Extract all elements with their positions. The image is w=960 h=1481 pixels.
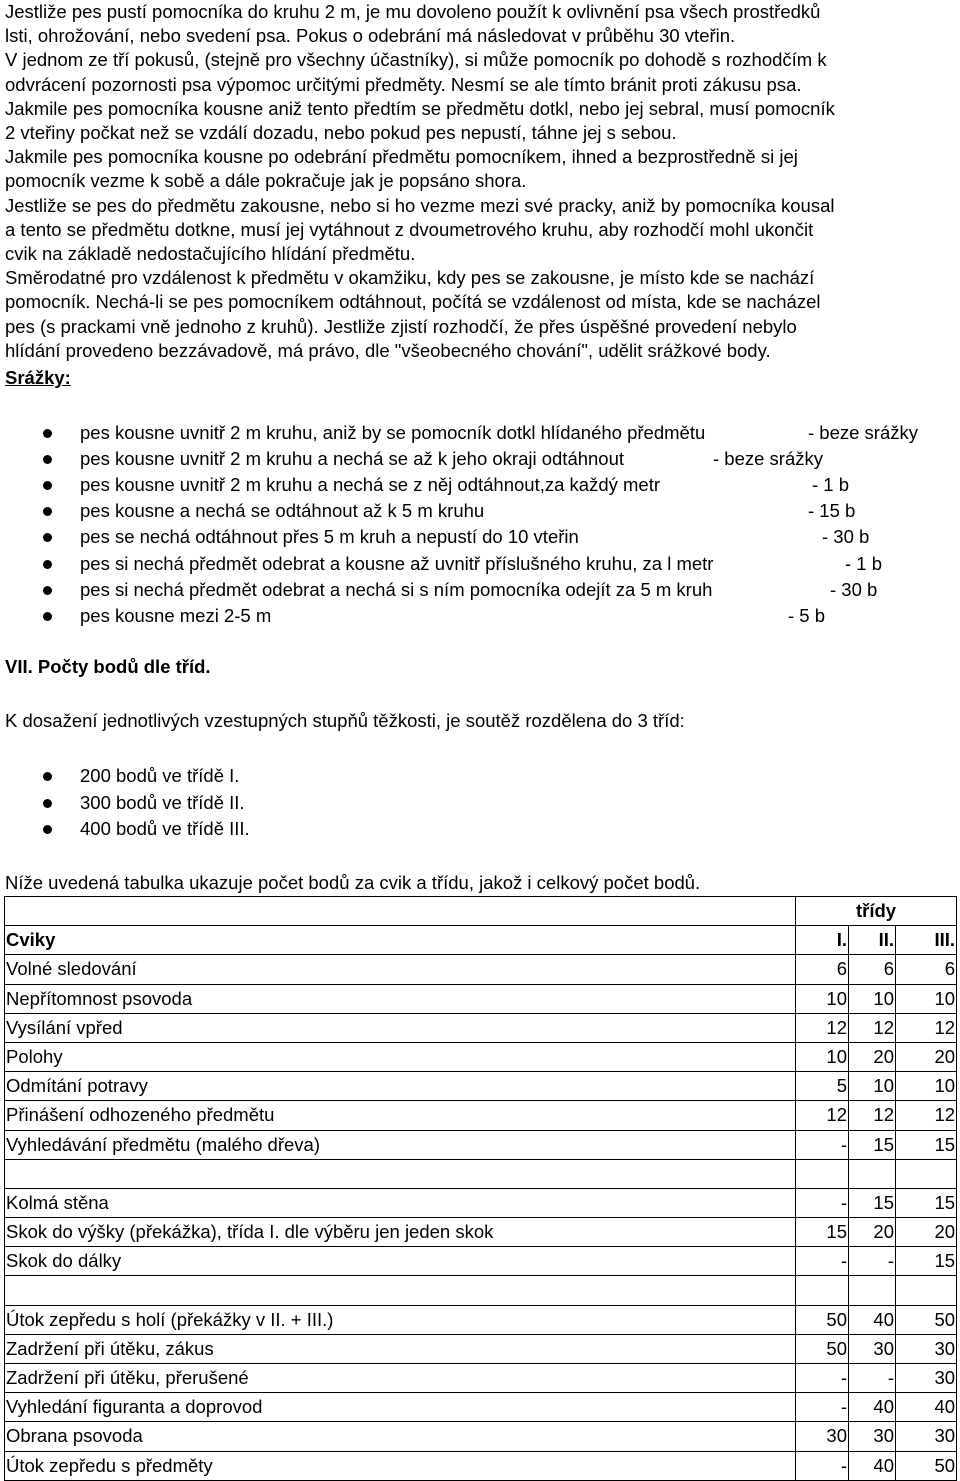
srazky-item-text: pes se nechá odtáhnout přes 5 m kruh a nepustí do 10 vteřin <box>80 526 579 548</box>
group-header-cell: třídy <box>796 897 957 926</box>
intro-line: hlídání provedeno bezzávadově, má právo, dle "všeobecného chování", udělit srážkové body. <box>5 339 771 361</box>
table-row <box>5 1276 957 1305</box>
table-row <box>5 1188 957 1217</box>
exercise-name-cell: Odmítání potravy <box>5 1072 796 1101</box>
points-cell: 20 <box>896 1042 957 1071</box>
points-cell: 15 <box>849 1130 896 1159</box>
points-cell: 10 <box>849 1072 896 1101</box>
points-cell: 12 <box>849 1013 896 1042</box>
points-cell: - <box>796 1393 849 1422</box>
points-cell: 30 <box>896 1334 957 1363</box>
bullet-icon <box>43 455 52 464</box>
srazky-item-penalty: - beze srážky <box>808 422 919 443</box>
intro-line: pomocník vezme k sobě a dále pokračuje jak je popsáno shora. <box>5 170 527 192</box>
class-item: 300 bodů ve třídě II. <box>80 791 245 813</box>
table-group-header-row <box>5 897 957 926</box>
class-item: 200 bodů ve třídě I. <box>80 765 240 786</box>
exercise-name-cell: Vyhledávání předmětu (malého dřeva) <box>5 1130 796 1159</box>
srazky-item-text: pes kousne uvnitř 2 m kruhu, aniž by se pomocník dotkl hlídaného předmětu <box>80 422 706 443</box>
intro-line: Jakmile pes pomocníka kousne aniž tento předtím se předmětu dotkl, nebo jej sebral, musí pomocník <box>5 97 835 119</box>
table-row <box>5 1013 957 1042</box>
points-cell <box>849 1276 896 1305</box>
srazky-item-penalty: - 30 b <box>830 578 878 600</box>
points-cell: 30 <box>849 1334 896 1363</box>
srazky-item-penalty: - 30 b <box>822 526 870 548</box>
bullet-icon <box>43 533 52 542</box>
exercise-name-cell <box>5 1276 796 1305</box>
table-row <box>5 1305 957 1334</box>
exercise-name-cell: Útok zepředu s předměty <box>5 1451 796 1480</box>
exercise-name-cell: Volné sledování <box>5 955 796 984</box>
points-cell: - <box>796 1364 849 1393</box>
points-cell: 6 <box>896 955 957 984</box>
points-cell: 6 <box>796 955 849 984</box>
points-cell <box>896 1159 957 1188</box>
intro-line: lsti, ohrožování, nebo svedení psa. Pokus o odebrání má následovat v průběhu 30 vteřin. <box>5 25 736 47</box>
points-cell: 20 <box>849 1042 896 1071</box>
points-cell: - <box>796 1130 849 1159</box>
points-cell: 15 <box>849 1188 896 1217</box>
intro-line: odvrácení pozornosti psa výpomoc určitými předměty. Nesmí se ale tímto bránit proti zákusu psa. <box>5 73 802 95</box>
points-cell: 12 <box>849 1101 896 1130</box>
intro-line: Jestliže pes pustí pomocníka do kruhu 2 m, je mu dovoleno použít k ovlivnění psa všech prostředků <box>5 1 821 22</box>
exercise-name-cell: Útok zepředu s holí (překážky v II. + III.) <box>5 1305 796 1334</box>
section-heading: VII. Počty bodů dle tříd. <box>5 656 211 677</box>
srazky-heading: Srážky: <box>5 367 71 388</box>
srazky-item-text: pes kousne uvnitř 2 m kruhu a nechá se až k jeho okraji odtáhnout <box>80 448 625 470</box>
srazky-item-penalty: - 5 b <box>788 604 826 626</box>
table-row <box>5 1218 957 1247</box>
points-cell: - <box>849 1364 896 1393</box>
bullet-icon <box>43 586 52 595</box>
table-row <box>5 955 957 984</box>
bullet-icon <box>43 772 52 781</box>
points-cell: 15 <box>896 1188 957 1217</box>
bullet-icon <box>43 560 52 569</box>
bullet-icon <box>43 481 52 490</box>
points-cell: 50 <box>896 1451 957 1480</box>
classes-intro: K dosažení jednotlivých vzestupných stupňů těžkosti, je soutěž rozdělena do 3 tříd: <box>5 710 685 731</box>
exercise-name-cell: Polohy <box>5 1042 796 1071</box>
table-intro: Níže uvedená tabulka ukazuje počet bodů za cvik a třídu, jakož i celkový počet bodů. <box>5 872 701 893</box>
intro-line: V jednom ze tří pokusů, (stejně pro všechny účastníky), si může pomocník po dohodě s rozhodčím k <box>5 49 827 71</box>
table-row <box>5 1334 957 1363</box>
intro-line: Jakmile pes pomocníka kousne po odebrání předmětu pomocníkem, ihned a bezprostředně si jej <box>5 146 798 168</box>
table-row <box>5 1422 957 1451</box>
exercise-name-cell: Vyhledání figuranta a doprovod <box>5 1393 796 1422</box>
srazky-item-penalty: - 1 b <box>845 552 883 574</box>
srazky-item-text: pes kousne uvnitř 2 m kruhu a nechá se z něj odtáhnout,za každý metr <box>80 474 660 496</box>
column-header-cviky: Cviky <box>5 926 796 955</box>
points-cell: - <box>849 1247 896 1276</box>
srazky-item-penalty: - 15 b <box>808 500 856 522</box>
table-row <box>5 1393 957 1422</box>
table-header-row <box>5 926 957 955</box>
points-cell: 40 <box>849 1393 896 1422</box>
intro-line: a tento se předmětu dotkne, musí jej vytáhnout z dvoumetrového kruhu, aby rozhodčí mohl ukončit <box>5 218 814 240</box>
srazky-item-text: pes kousne mezi 2-5 m <box>80 604 272 626</box>
bullet-icon <box>43 429 52 438</box>
points-cell: 15 <box>896 1130 957 1159</box>
bullet-icon <box>43 799 52 808</box>
points-cell <box>796 1159 849 1188</box>
points-cell: 50 <box>796 1334 849 1363</box>
points-cell: 5 <box>796 1072 849 1101</box>
points-cell: 15 <box>796 1218 849 1247</box>
bullet-icon <box>43 825 52 834</box>
table-row <box>5 1101 957 1130</box>
table-row <box>5 1159 957 1188</box>
exercise-name-cell: Zadržení při útěku, zákus <box>5 1334 796 1363</box>
points-cell: 10 <box>849 984 896 1013</box>
table-row <box>5 1247 957 1276</box>
intro-line: Směrodatné pro vzdálenost k předmětu v okamžiku, kdy pes se zakousne, je místo kde se nachází <box>5 267 815 289</box>
exercise-name-cell: Vysílání vpřed <box>5 1013 796 1042</box>
table-row <box>5 1042 957 1071</box>
table-row <box>5 1130 957 1159</box>
srazky-item-penalty: - 1 b <box>812 474 850 496</box>
points-cell: 30 <box>896 1364 957 1393</box>
points-cell: 15 <box>896 1247 957 1276</box>
intro-paragraph <box>5 0 835 363</box>
points-cell: 30 <box>896 1422 957 1451</box>
exercise-name-cell: Nepřítomnost psovoda <box>5 984 796 1013</box>
exercise-name-cell: Zadržení při útěku, přerušené <box>5 1364 796 1393</box>
exercise-name-cell <box>5 1159 796 1188</box>
intro-line: pes (s prackami vně jednoho z kruhů). Jestliže zjistí rozhodčí, že přes úspěšné provedení nebylo <box>5 315 797 337</box>
exercise-name-cell: Skok do výšky (překážka), třída I. dle výběru jen jeden skok <box>5 1218 796 1247</box>
points-cell <box>896 1276 957 1305</box>
intro-line: pomocník. Nechá-li se pes pomocníkem odtáhnout, počítá se vzdálenost od místa, kde se nacházel <box>5 291 821 313</box>
exercise-name-cell: Obrana psovoda <box>5 1422 796 1451</box>
points-cell: 12 <box>896 1013 957 1042</box>
points-cell: - <box>796 1247 849 1276</box>
points-cell: 10 <box>796 984 849 1013</box>
srazky-item-text: pes kousne a nechá se odtáhnout až k 5 m kruhu <box>80 500 485 522</box>
points-cell: 10 <box>896 984 957 1013</box>
points-cell: 40 <box>896 1393 957 1422</box>
points-cell <box>796 1276 849 1305</box>
points-cell: 20 <box>896 1218 957 1247</box>
points-cell: 10 <box>896 1072 957 1101</box>
exercise-name-cell: Skok do dálky <box>5 1247 796 1276</box>
points-cell: 20 <box>849 1218 896 1247</box>
table-row <box>5 1364 957 1393</box>
exercise-name-cell: Kolmá stěna <box>5 1188 796 1217</box>
exercise-name-cell: Přinášení odhozeného předmětu <box>5 1101 796 1130</box>
class-item: 400 bodů ve třídě III. <box>80 818 250 839</box>
points-cell: - <box>796 1188 849 1217</box>
intro-line: cvik na základě nedostačujícího hlídání předmětu. <box>5 243 416 265</box>
table-row <box>5 1451 957 1480</box>
points-cell: 50 <box>796 1305 849 1334</box>
table-row <box>5 1072 957 1101</box>
points-cell: 50 <box>896 1305 957 1334</box>
column-header-class: II. <box>849 926 896 955</box>
intro-line: Jestliže se pes do předmětu zakousne, nebo si ho vezme mezi své pracky, aniž by pomocníka kousal <box>5 194 835 216</box>
points-cell: - <box>796 1451 849 1480</box>
column-header-class: III. <box>896 926 957 955</box>
points-cell: 12 <box>796 1101 849 1130</box>
srazky-item-penalty: - beze srážky <box>713 448 824 470</box>
points-cell: 12 <box>796 1013 849 1042</box>
bullet-icon <box>43 612 52 621</box>
points-cell: 40 <box>849 1451 896 1480</box>
points-cell: 30 <box>796 1422 849 1451</box>
intro-line: 2 vteřiny počkat než se vzdálí dozadu, nebo pokud pes nepustí, táhne jej s sebou. <box>5 122 677 144</box>
points-cell: 6 <box>849 955 896 984</box>
points-cell <box>849 1159 896 1188</box>
points-cell: 10 <box>796 1042 849 1071</box>
bullet-icon <box>43 507 52 516</box>
points-cell: 30 <box>849 1422 896 1451</box>
points-cell: 12 <box>896 1101 957 1130</box>
header-blank-cell <box>5 897 796 926</box>
srazky-item-text: pes si nechá předmět odebrat a nechá si s ním pomocníka odejít za 5 m kruh <box>80 578 713 600</box>
points-cell: 40 <box>849 1305 896 1334</box>
points-table <box>4 896 957 1481</box>
column-header-class: I. <box>796 926 849 955</box>
srazky-item-text: pes si nechá předmět odebrat a kousne až uvnitř příslušného kruhu, za l metr <box>80 552 714 574</box>
table-row <box>5 984 957 1013</box>
